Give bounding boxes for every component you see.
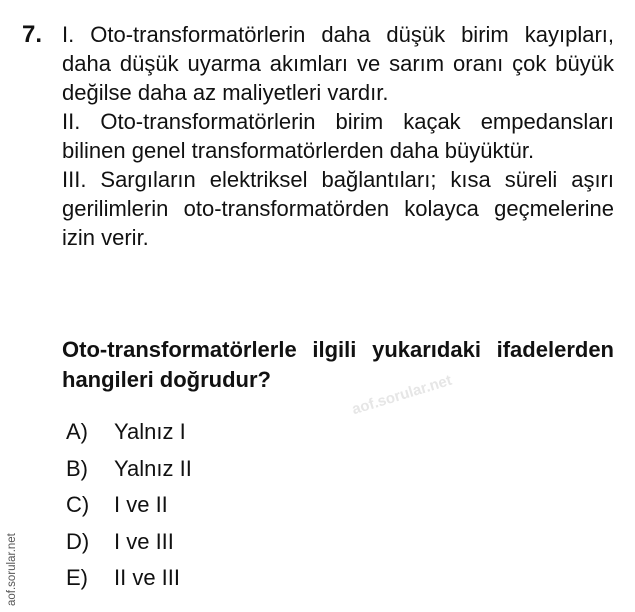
question-prompt: Oto-transformatörlerle ilgili yukarıdaki ifadelerden hangileri doğrudur? xyxy=(62,337,614,392)
question-statements xyxy=(62,20,614,252)
watermark: aof.sorular.net xyxy=(350,371,454,419)
statement-2: II. Oto-transformatörlerin birim kaçak empedansları bilinen genel transformatörlerden daha büyüktür. xyxy=(62,109,614,163)
option-text: Yalnız II xyxy=(114,455,192,481)
question-number: 7. xyxy=(22,21,43,48)
option-letter: E) xyxy=(66,565,88,590)
option-letter: B) xyxy=(66,455,88,481)
side-watermark: aof.sorular.net xyxy=(6,533,18,606)
option-d[interactable] xyxy=(66,524,192,561)
option-text: I ve III xyxy=(114,528,174,554)
statement-1: I. Oto-transformatörlerin daha düşük birim kayıpları, daha düşük uyarma akımları ve sarım oranı çok büyük değilse daha az maliyetleri vardır. xyxy=(62,22,614,105)
option-letter: A) xyxy=(66,419,88,444)
option-c[interactable] xyxy=(66,487,192,524)
option-a[interactable] xyxy=(66,414,192,451)
option-text: Yalnız I xyxy=(114,419,186,444)
option-letter: C) xyxy=(66,492,90,517)
answer-options xyxy=(66,414,192,597)
option-e[interactable] xyxy=(66,560,192,597)
option-text: II ve III xyxy=(114,565,181,590)
option-b[interactable] xyxy=(66,451,192,488)
option-letter: D) xyxy=(66,528,90,554)
option-text: I ve II xyxy=(114,492,168,517)
statement-3: III. Sargıların elektriksel bağlantıları; kısa süreli aşırı gerilimlerin oto-transformatörden kolayca geçmelerine izin verir. xyxy=(62,167,614,250)
